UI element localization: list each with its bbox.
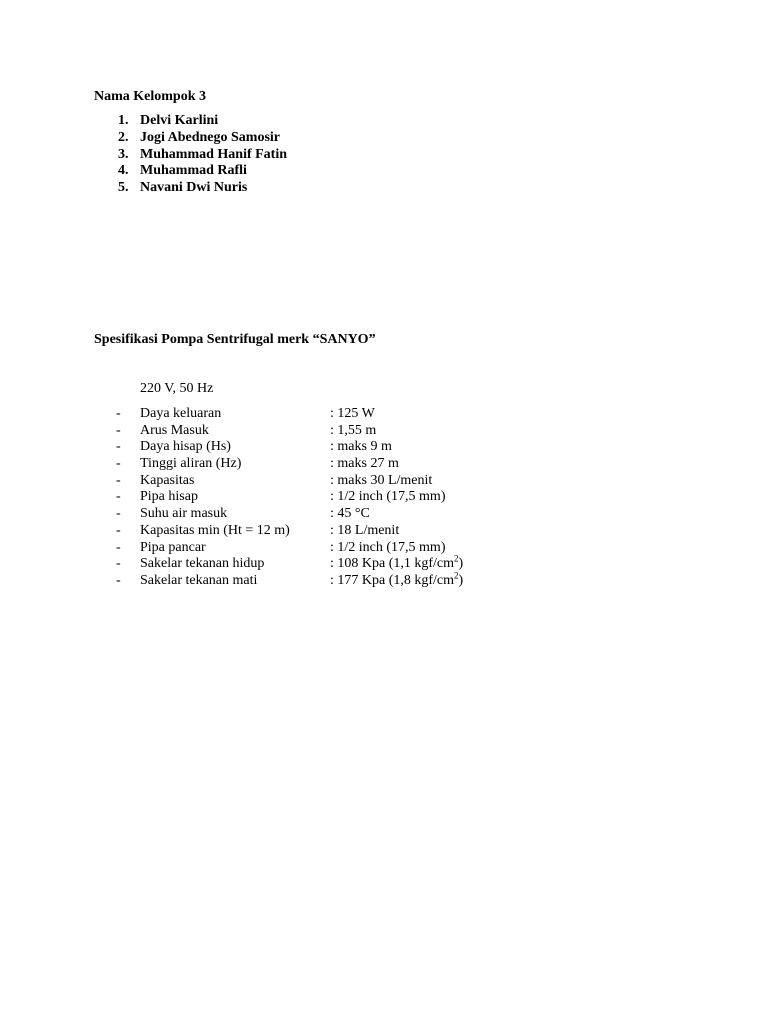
list-item xyxy=(94,163,287,180)
member-name: Muhammad Rafli xyxy=(140,163,247,179)
bullet-dash: - xyxy=(116,506,121,522)
spec-value: : maks 9 m xyxy=(330,439,392,455)
group-title: Nama Kelompok 3 xyxy=(94,89,206,104)
spec-value: : 18 L/menit xyxy=(330,522,400,538)
spec-row xyxy=(94,523,514,540)
spec-label: Arus Masuk xyxy=(140,422,209,438)
bullet-dash: - xyxy=(116,572,121,588)
bullet-dash: - xyxy=(116,406,121,421)
voltage-rating: 220 V, 50 Hz xyxy=(140,381,214,396)
list-number: 2. xyxy=(118,129,129,145)
spec-value-tail: ) xyxy=(458,572,464,588)
bullet-dash: - xyxy=(116,439,121,455)
bullet-dash: - xyxy=(116,472,121,488)
list-number: 5. xyxy=(118,180,129,196)
spec-value xyxy=(330,553,464,573)
spec-value: : maks 27 m xyxy=(330,456,399,472)
spec-value: : 1/2 inch (17,5 mm) xyxy=(330,539,446,555)
spec-value: : 1/2 inch (17,5 mm) xyxy=(330,489,446,505)
spec-row xyxy=(94,423,514,440)
list-item xyxy=(94,147,287,164)
member-name: Jogi Abednego Samosir xyxy=(140,129,281,145)
spec-value-text: : 177 Kpa (1,8 kgf/cm xyxy=(330,572,455,588)
spec-row xyxy=(94,456,514,473)
spec-row xyxy=(94,473,514,490)
bullet-dash: - xyxy=(116,556,121,572)
spec-value-tail: ) xyxy=(458,556,464,572)
spec-value: : 125 W xyxy=(330,406,375,421)
spec-label: Kapasitas min (Ht = 12 m) xyxy=(140,522,290,538)
spec-label: Tinggi aliran (Hz) xyxy=(140,456,242,472)
bullet-dash: - xyxy=(116,489,121,505)
spec-value: : 1,55 m xyxy=(330,422,377,438)
spec-label: Suhu air masuk xyxy=(140,506,228,522)
list-item xyxy=(94,180,287,197)
spec-value: : maks 30 L/menit xyxy=(330,472,433,488)
spec-list xyxy=(94,406,514,590)
member-name: Muhammad Hanif Fatin xyxy=(140,146,288,162)
spec-row xyxy=(94,540,514,557)
member-name: Delvi Karlini xyxy=(140,113,219,128)
bullet-dash: - xyxy=(116,522,121,538)
spec-value-text: : 108 Kpa (1,1 kgf/cm xyxy=(330,556,455,572)
spec-label: Daya hisap (Hs) xyxy=(140,439,231,455)
spec-label: Sakelar tekanan hidup xyxy=(140,556,265,572)
bullet-dash: - xyxy=(116,456,121,472)
spec-row xyxy=(94,506,514,523)
member-name: Navani Dwi Nuris xyxy=(140,180,248,196)
spec-title: Spesifikasi Pompa Sentrifugal merk “SANYO” xyxy=(94,332,376,347)
superscript: 2 xyxy=(454,570,459,581)
list-item xyxy=(94,130,287,147)
superscript: 2 xyxy=(454,553,459,564)
member-list xyxy=(94,113,287,197)
list-number: 1. xyxy=(118,113,129,128)
spec-label: Pipa pancar xyxy=(140,539,206,555)
spec-value: : 45 °C xyxy=(330,506,370,522)
spec-row xyxy=(94,489,514,506)
spec-value xyxy=(330,570,464,590)
spec-label: Pipa hisap xyxy=(140,489,198,505)
spec-label: Kapasitas xyxy=(140,472,195,488)
bullet-dash: - xyxy=(116,539,121,555)
list-number: 4. xyxy=(118,163,129,179)
bullet-dash: - xyxy=(116,422,121,438)
spec-label: Sakelar tekanan mati xyxy=(140,572,258,588)
spec-row xyxy=(94,439,514,456)
list-item xyxy=(94,113,287,130)
spec-row xyxy=(94,406,514,423)
spec-row xyxy=(94,570,514,590)
list-number: 3. xyxy=(118,146,129,162)
spec-label: Daya keluaran xyxy=(140,406,222,421)
spec-row xyxy=(94,553,514,573)
